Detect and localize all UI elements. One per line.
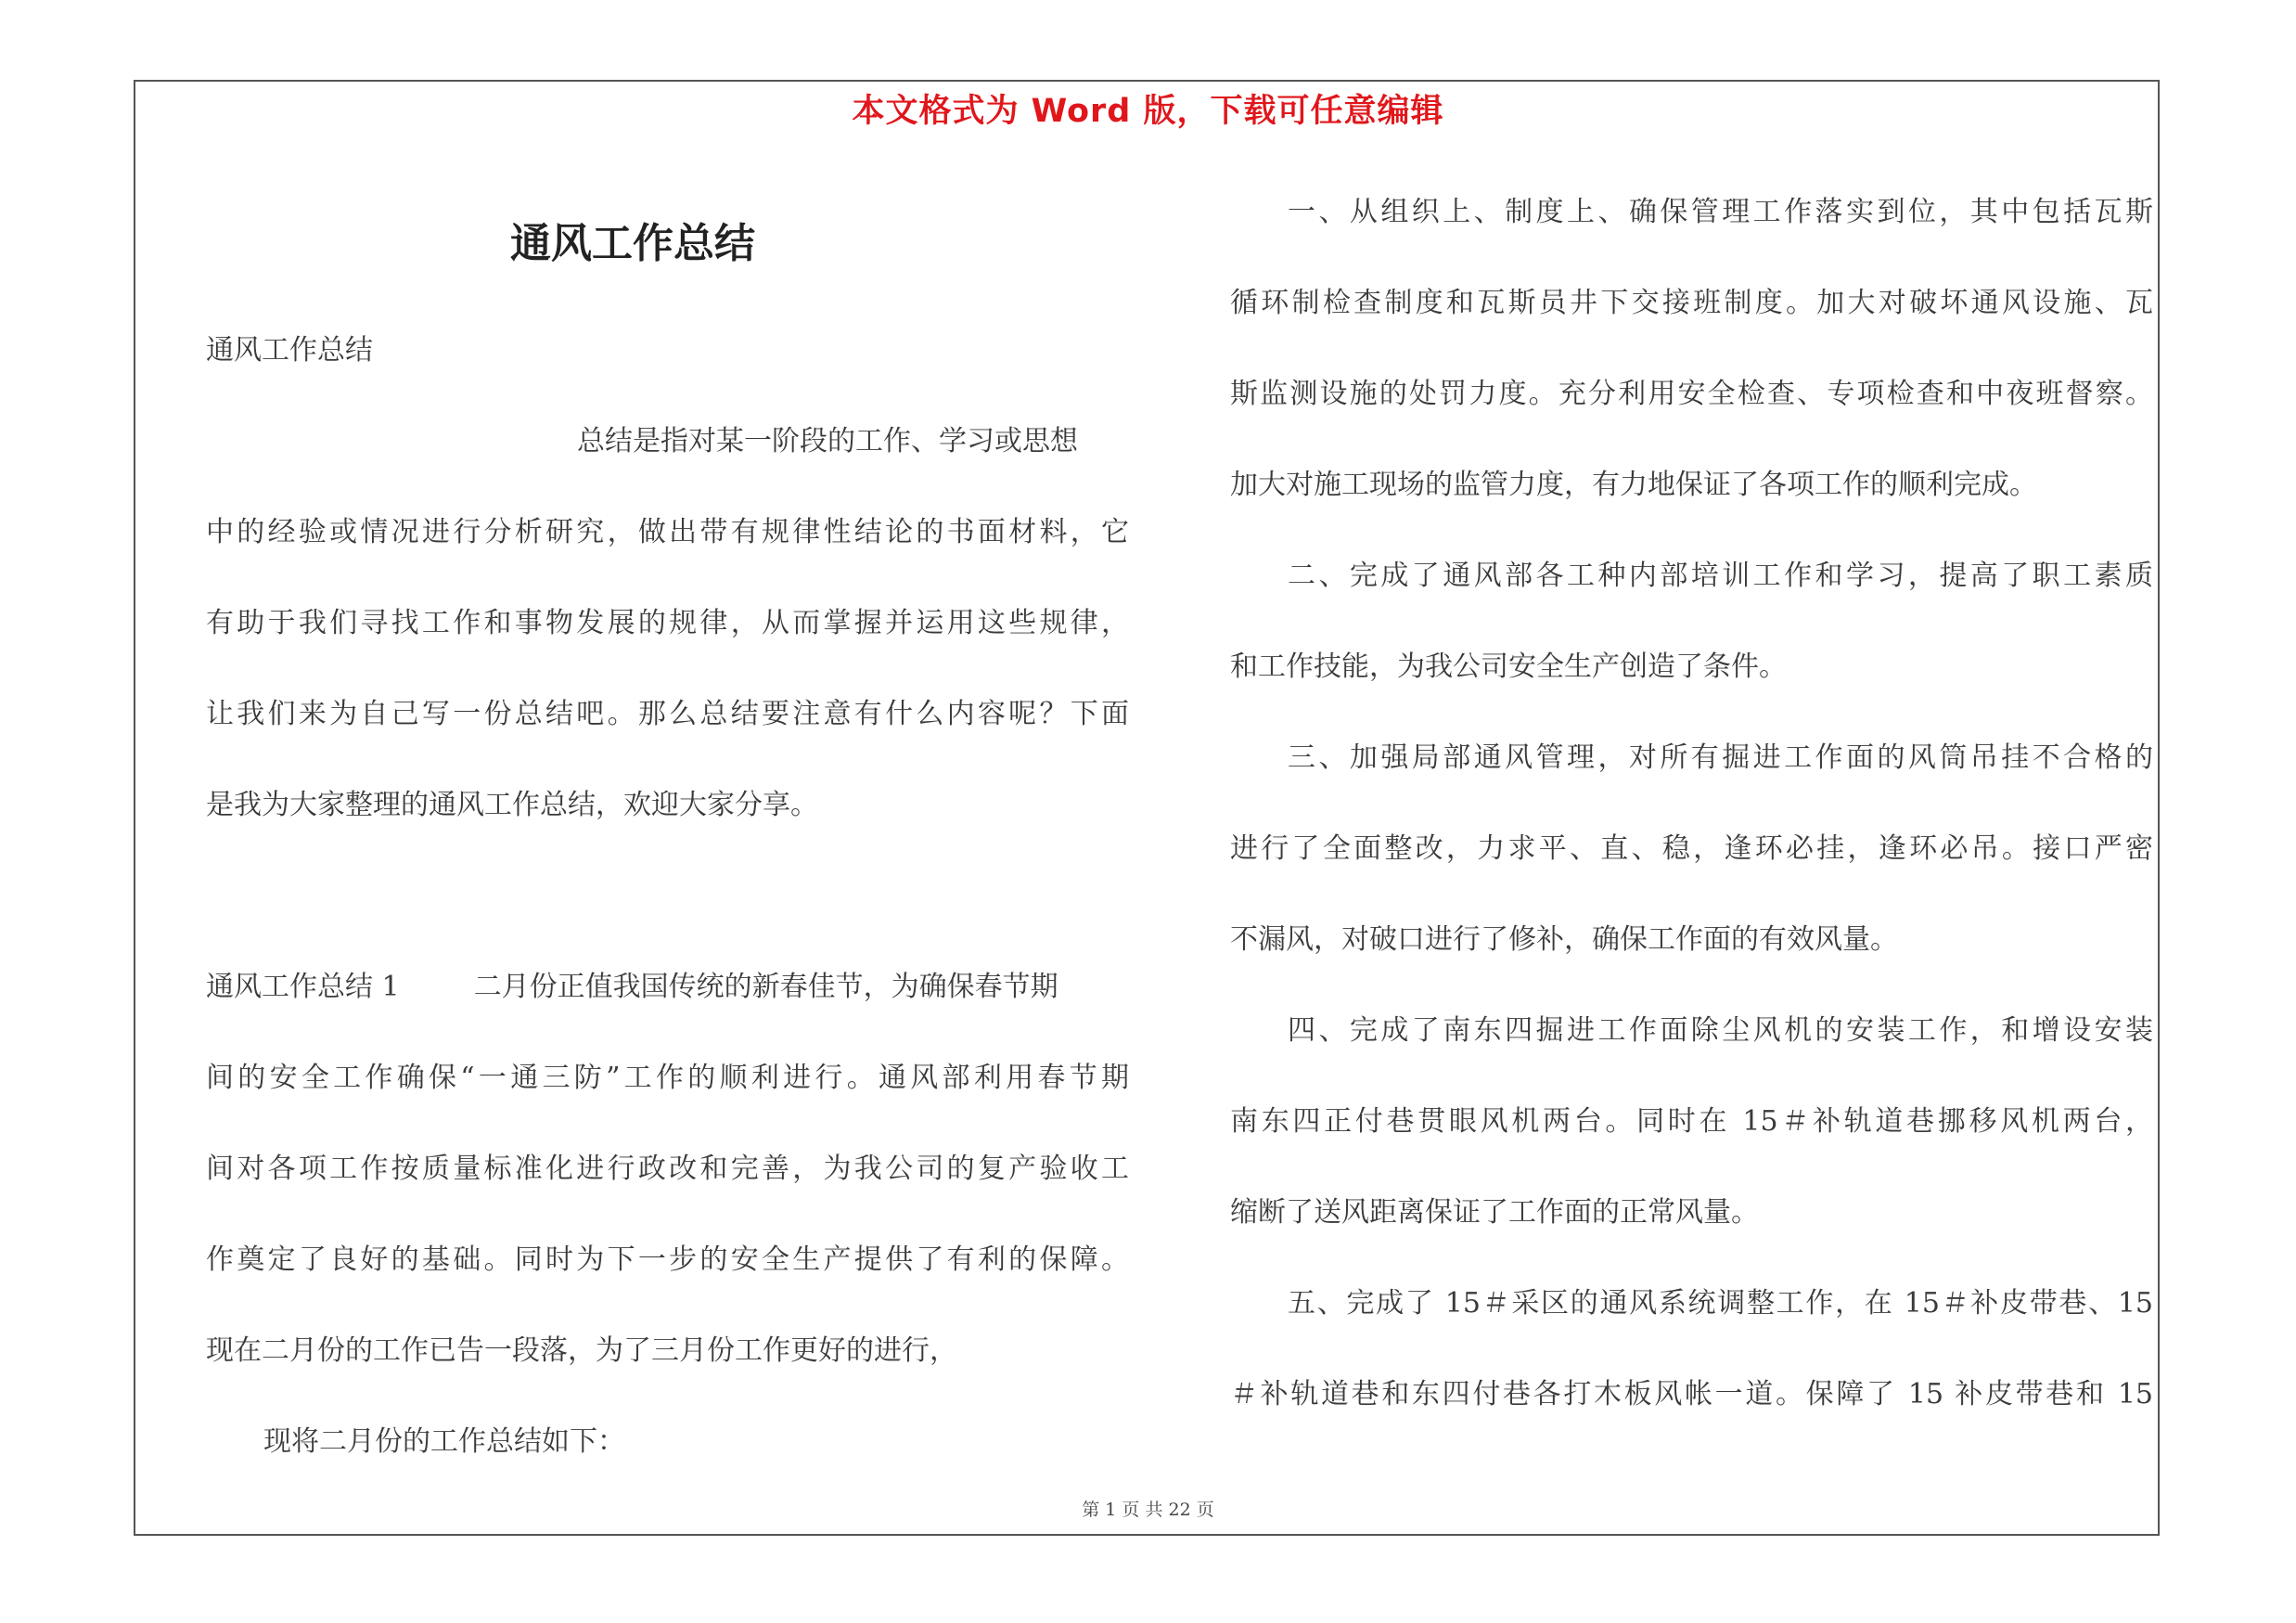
text-line: 作奠定了良好的基础。同时为下一步的安全生产提供了有利的保障。 bbox=[206, 1243, 1129, 1276]
blank-line bbox=[206, 851, 1129, 942]
text-line: 五、完成了 15＃采区的通风系统调整工作，在 15＃补皮带巷、15 bbox=[1288, 1287, 2153, 1320]
document-title: 通风工作总结 bbox=[510, 220, 755, 267]
text-line: 三、加强局部通风管理，对所有掘进工作面的风筒吊挂不合格的 bbox=[1288, 741, 2153, 774]
text-line: 一、从组织上、制度上、确保管理工作落实到位，其中包括瓦斯 bbox=[1288, 196, 2153, 228]
text-line: 循环制检查制度和瓦斯员井下交接班制度。加大对破坏通风设施、瓦 bbox=[1230, 287, 2153, 319]
text-line: 总结是指对某一阶段的工作、学习或思想 bbox=[577, 425, 1078, 457]
text-line: 是我为大家整理的通风工作总结，欢迎大家分享。 bbox=[206, 789, 818, 821]
left-column bbox=[206, 305, 1129, 1488]
text-line bbox=[206, 942, 1129, 1033]
format-banner: 本文格式为 Word 版，下载可任意编辑 bbox=[852, 93, 1444, 130]
right-column bbox=[1230, 167, 2153, 1440]
text-line: 加大对施工现场的监管力度，有力地保证了各项工作的顺利完成。 bbox=[1230, 469, 2037, 501]
page-footer: 第 1 页 共 22 页 bbox=[1082, 1500, 1214, 1520]
text-line: 现在二月份的工作已告一段落，为了三月份工作更好的进行， bbox=[206, 1334, 957, 1367]
text-line: 通风工作总结 bbox=[206, 334, 373, 367]
text-line: 二、完成了通风部各工种内部培训工作和学习，提高了职工素质 bbox=[1288, 560, 2153, 592]
text-line: 中的经验或情况进行分析研究，做出带有规律性结论的书面材料，它 bbox=[206, 516, 1129, 548]
text-line: 四、完成了南东四掘进工作面除尘风机的安装工作，和增设安装 bbox=[1288, 1014, 2153, 1047]
section-heading: 通风工作总结 1 bbox=[206, 971, 400, 1003]
text-line: 现将二月份的工作总结如下： bbox=[263, 1425, 625, 1458]
text-line: 不漏风，对破口进行了修补，确保工作面的有效风量。 bbox=[1230, 923, 1898, 956]
text-line: 间对各项工作按质量标准化进行政改和完善，为我公司的复产验收工 bbox=[206, 1153, 1129, 1185]
paragraph-start: 二月份正值我国传统的新春佳节，为确保春节期 bbox=[473, 971, 1058, 1003]
text-line: 有助于我们寻找工作和事物发展的规律，从而掌握并运用这些规律， bbox=[206, 607, 1129, 639]
text-line: 间的安全工作确保“一通三防”工作的顺利进行。通风部利用春节期 bbox=[206, 1062, 1129, 1094]
text-line: 让我们来为自己写一份总结吧。那么总结要注意有什么内容呢？下面 bbox=[206, 698, 1129, 730]
text-line: 缩断了送风距离保证了工作面的正常风量。 bbox=[1230, 1196, 1759, 1229]
text-line: ＃补轨道巷和东四付巷各打木板风帐一道。保障了 15 补皮带巷和 15 bbox=[1230, 1378, 2153, 1410]
text-line: 和工作技能，为我公司安全生产创造了条件。 bbox=[1230, 650, 1787, 683]
text-line: 进行了全面整改，力求平、直、稳，逢环必挂，逢环必吊。接口严密 bbox=[1230, 832, 2153, 865]
text-line: 南东四正付巷贯眼风机两台。同时在 15＃补轨道巷挪移风机两台， bbox=[1230, 1105, 2153, 1138]
text-line: 斯监测设施的处罚力度。充分利用安全检查、专项检查和中夜班督察。 bbox=[1230, 378, 2153, 410]
